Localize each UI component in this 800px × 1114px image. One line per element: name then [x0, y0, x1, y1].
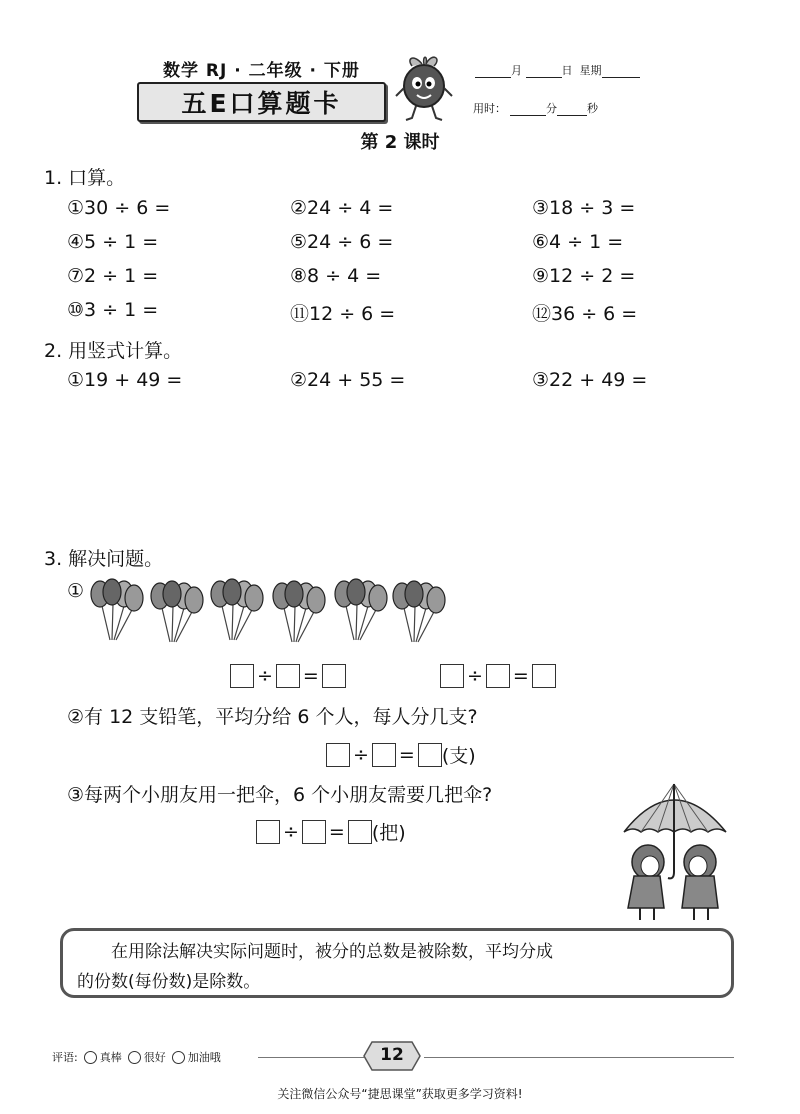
answer-box[interactable] [326, 743, 350, 767]
answer-box[interactable] [372, 743, 396, 767]
answer-box[interactable] [302, 820, 326, 844]
q3-equation: ÷ = (把) [256, 818, 406, 845]
q3-unit: (把) [371, 822, 406, 844]
tip-line-2: 的份数(每份数)是除数。 [77, 972, 261, 992]
answer-box[interactable] [532, 664, 556, 688]
smile-face-icon [128, 1051, 141, 1064]
mascot-illustration [392, 52, 458, 124]
rating-label: 评语: [52, 1051, 78, 1064]
tip-line-1: 在用除法解决实际问题时，被分的总数是被除数，平均分成 [111, 942, 553, 962]
section3-title: 3. 解决问题。 [44, 548, 164, 570]
footer-divider [258, 1057, 364, 1058]
vertical-calc-item: ③22 + 49 = [532, 369, 648, 391]
balloons-illustration [88, 574, 448, 646]
bottom-promo-text: 关注微信公众号“捷思课堂”获取更多学习资料! [277, 1087, 523, 1101]
oral-item: ⑤24 ÷ 6 = [290, 231, 394, 253]
umbrella-kids-illustration [620, 780, 730, 925]
answer-box[interactable] [276, 664, 300, 688]
oral-item: ⑫36 ÷ 6 = [532, 303, 638, 325]
answer-box[interactable] [348, 820, 372, 844]
oral-item: ⑧8 ÷ 4 = [290, 265, 382, 287]
banner-title: 五E口算题卡 [137, 82, 386, 122]
section2-title: 2. 用竖式计算。 [44, 340, 183, 362]
answer-box[interactable] [230, 664, 254, 688]
oral-item: ⑨12 ÷ 2 = [532, 265, 636, 287]
q1-equation-2: ÷ = [440, 664, 556, 688]
answer-box[interactable] [486, 664, 510, 688]
date-field: 月 日 星期 [475, 62, 640, 78]
answer-box[interactable] [256, 820, 280, 844]
tip-box [60, 928, 734, 998]
oral-item: ④5 ÷ 1 = [67, 231, 159, 253]
oral-item: ③18 ÷ 3 = [532, 197, 636, 219]
oral-item: ⑪12 ÷ 6 = [290, 303, 396, 325]
q2-text: ②有 12 支铅笔，平均分给 6 个人，每人分几支? [67, 706, 478, 728]
oral-item: ②24 ÷ 4 = [290, 197, 394, 219]
q1-label: ① [67, 580, 85, 602]
answer-box[interactable] [322, 664, 346, 688]
answer-box[interactable] [418, 743, 442, 767]
subject-label: 数学 RJ · 二年级 · 下册 [163, 61, 360, 81]
footer-divider [424, 1057, 734, 1058]
oral-item: ⑥4 ÷ 1 = [532, 231, 624, 253]
oral-item: ⑦2 ÷ 1 = [67, 265, 159, 287]
answer-box[interactable] [440, 664, 464, 688]
q2-equation: ÷ = (支) [326, 741, 476, 768]
oral-item: ①30 ÷ 6 = [67, 197, 171, 219]
oral-item: ⑩3 ÷ 1 = [67, 299, 159, 321]
vertical-calc-item: ①19 + 49 = [67, 369, 183, 391]
q1-equation-1: ÷ = [230, 664, 346, 688]
vertical-calc-item: ②24 + 55 = [290, 369, 406, 391]
time-field: 用时： 分 秒 [473, 102, 598, 115]
rating-row: 评语: 真棒 很好 加油哦 [52, 1051, 221, 1064]
section1-title: 1. 口算。 [44, 167, 126, 189]
smile-face-icon [84, 1051, 97, 1064]
q3-text: ③每两个小朋友用一把伞，6 个小朋友需要几把伞? [67, 784, 493, 806]
page-number: 12 [380, 1045, 404, 1065]
lesson-title: 第 2 课时 [360, 132, 440, 153]
q2-unit: (支) [441, 745, 476, 767]
smile-face-icon [172, 1051, 185, 1064]
